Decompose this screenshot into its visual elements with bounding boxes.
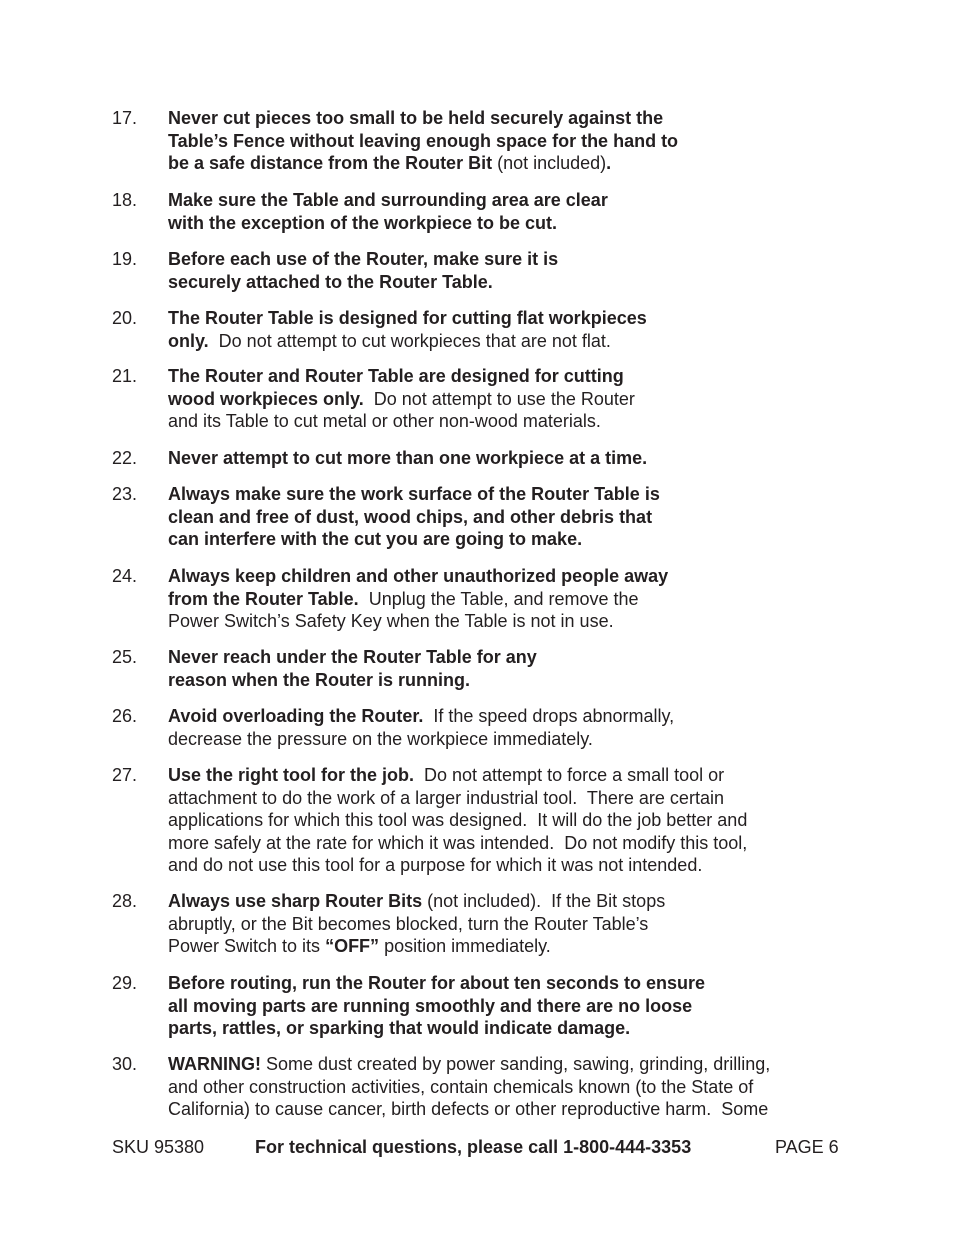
bold-text: from the Router Table. xyxy=(168,588,359,609)
text-line xyxy=(168,152,818,175)
text-line xyxy=(168,913,818,936)
item-number: 18. xyxy=(112,190,138,210)
text-line xyxy=(168,528,818,551)
body-text: (not included). If the Bit stops xyxy=(422,891,666,911)
text-line xyxy=(168,890,818,913)
bold-text: Always use sharp Router Bits xyxy=(168,891,423,911)
text-line xyxy=(168,506,818,529)
text-line xyxy=(168,728,818,751)
footer-sku: SKU 95380 xyxy=(112,1137,205,1157)
item-number: 21. xyxy=(112,366,138,386)
item-text xyxy=(168,447,818,470)
text-line xyxy=(168,212,818,235)
item-text xyxy=(168,972,818,1040)
item-number: 26. xyxy=(112,706,138,726)
item-number: 25. xyxy=(112,647,138,667)
bold-text: Never cut pieces too small to be held securely against the xyxy=(168,108,664,128)
footer-help-line: For technical questions, please call 1-800-444-3353 xyxy=(255,1137,692,1157)
text-line xyxy=(168,646,818,669)
bold-text: Never attempt to cut more than one workpiece at a time. xyxy=(168,448,648,468)
body-text: attachment to do the work of a larger industrial tool. There are certain xyxy=(168,787,724,808)
text-line xyxy=(168,764,818,787)
item-text xyxy=(168,307,818,352)
bold-text: “OFF” xyxy=(325,936,380,956)
body-text: (not included) xyxy=(492,153,607,173)
text-line xyxy=(168,410,818,433)
bold-text: Use the right tool for the job. xyxy=(168,765,414,785)
body-text: more safely at the rate for which it was intended. Do not modify this tool, xyxy=(168,832,748,853)
text-line xyxy=(168,705,818,728)
text-line xyxy=(168,130,818,153)
body-text: applications for which this tool was designed. It will do the job better and xyxy=(168,810,748,830)
text-line xyxy=(168,787,818,810)
text-line xyxy=(168,1076,818,1099)
item-number: 30. xyxy=(112,1054,138,1074)
text-line xyxy=(168,330,818,353)
text-line xyxy=(168,588,818,611)
body-text: and do not use this tool for a purpose for which it was not intended. xyxy=(168,855,703,875)
bold-text: The Router and Router Table are designed for cutting xyxy=(168,366,624,386)
text-line xyxy=(168,271,818,294)
item-text xyxy=(168,646,818,691)
item-number: 19. xyxy=(112,249,138,269)
body-text: Power Switch’s Safety Key when the Table is not in use. xyxy=(168,611,614,631)
body-text: Do not attempt to force a small tool or xyxy=(414,765,725,785)
bold-text: securely attached to the Router Table. xyxy=(168,271,493,292)
body-text: abruptly, or the Bit becomes blocked, turn the Router Table’s xyxy=(168,913,649,934)
text-line xyxy=(168,388,818,411)
bold-text: with the exception of the workpiece to be cut. xyxy=(168,212,558,233)
text-line xyxy=(168,1017,818,1040)
item-number: 29. xyxy=(112,973,138,993)
bold-text: . xyxy=(606,153,612,173)
item-number: 22. xyxy=(112,448,138,468)
body-text: California) to cause cancer, birth defects or other reproductive harm. Some xyxy=(168,1099,769,1119)
bold-text: Avoid overloading the Router. xyxy=(168,706,424,726)
item-text xyxy=(168,483,818,551)
text-line xyxy=(168,854,818,877)
item-text xyxy=(168,107,818,175)
body-text: and other construction activities, contain chemicals known (to the State of xyxy=(168,1076,754,1097)
bold-text: clean and free of dust, wood chips, and other debris that xyxy=(168,506,653,527)
body-text: Some dust created by power sanding, sawing, grinding, drilling, xyxy=(261,1054,771,1074)
bold-text: reason when the Router is running. xyxy=(168,669,471,690)
body-text: decrease the pressure on the workpiece immediately. xyxy=(168,728,593,749)
item-text xyxy=(168,565,818,633)
item-number: 28. xyxy=(112,891,138,911)
bold-text: Always keep children and other unauthorized people away xyxy=(168,566,669,586)
item-text xyxy=(168,1053,818,1121)
text-line xyxy=(168,935,818,958)
item-text xyxy=(168,189,818,234)
body-text: Unplug the Table, and remove the xyxy=(358,588,639,609)
text-line xyxy=(168,1098,818,1121)
item-number: 24. xyxy=(112,566,138,586)
bold-text: Table’s Fence without leaving enough space for the hand to xyxy=(168,130,679,151)
body-text: Power Switch to its xyxy=(168,936,326,956)
item-text xyxy=(168,890,818,958)
bold-text: Never reach under the Router Table for any xyxy=(168,647,537,667)
item-number: 23. xyxy=(112,484,138,504)
item-text xyxy=(168,764,818,877)
body-text: position immediately. xyxy=(379,936,551,956)
text-line xyxy=(168,995,818,1018)
text-line xyxy=(168,809,818,832)
item-text xyxy=(168,705,818,750)
text-line xyxy=(168,107,818,130)
text-line xyxy=(168,565,818,588)
item-text xyxy=(168,365,818,433)
text-line xyxy=(168,832,818,855)
text-line xyxy=(168,972,818,995)
bold-text: all moving parts are running smoothly and there are no loose xyxy=(168,995,693,1016)
bold-text: Before each use of the Router, make sure it is xyxy=(168,249,559,269)
page-footer xyxy=(0,1136,954,1160)
text-line xyxy=(168,307,818,330)
bold-text: parts, rattles, or sparking that would indicate damage. xyxy=(168,1018,631,1038)
bold-text: wood workpieces only. xyxy=(168,388,364,409)
bold-text: only. xyxy=(168,330,209,351)
item-number: 17. xyxy=(112,108,138,128)
bold-text: Before routing, run the Router for about ten seconds to ensure xyxy=(168,973,706,993)
item-number: 27. xyxy=(112,765,138,785)
item-text xyxy=(168,248,818,293)
bold-text: The Router Table is designed for cutting flat workpieces xyxy=(168,308,647,328)
bold-text: WARNING! xyxy=(168,1054,261,1074)
text-line xyxy=(168,248,818,271)
text-line xyxy=(168,1053,818,1076)
footer-page-number: PAGE 6 xyxy=(775,1137,839,1157)
bold-text: Make sure the Table and surrounding area are clear xyxy=(168,190,608,210)
body-text: If the speed drops abnormally, xyxy=(423,706,675,726)
body-text: Do not attempt to use the Router xyxy=(363,388,635,409)
body-text: and its Table to cut metal or other non-wood materials. xyxy=(168,411,601,431)
text-line xyxy=(168,483,818,506)
bold-text: can interfere with the cut you are going to make. xyxy=(168,529,583,549)
bold-text: Always make sure the work surface of the Router Table is xyxy=(168,484,660,504)
bold-text: be a safe distance from the Router Bit xyxy=(168,153,493,173)
text-line xyxy=(168,447,818,470)
text-line xyxy=(168,365,818,388)
item-number: 20. xyxy=(112,308,138,328)
text-line xyxy=(168,669,818,692)
text-line xyxy=(168,189,818,212)
body-text: Do not attempt to cut workpieces that are not flat. xyxy=(208,330,611,351)
text-line xyxy=(168,610,818,633)
